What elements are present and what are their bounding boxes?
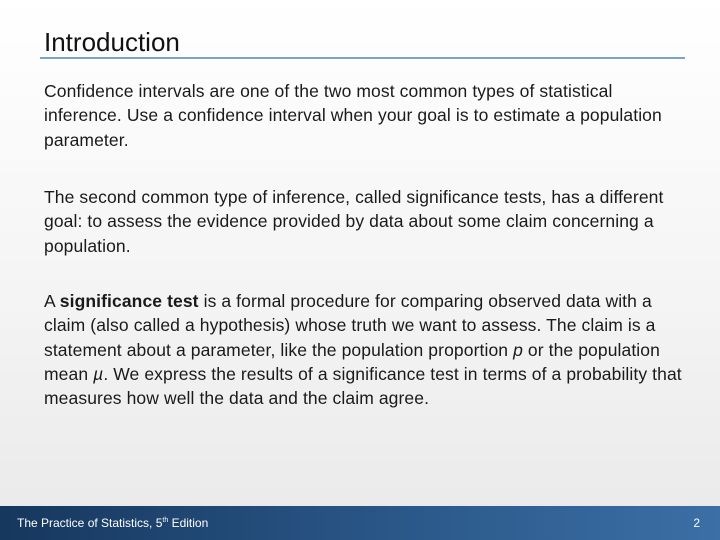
paragraph-confidence-intervals: Confidence intervals are one of the two most common types of statistical inference. Use a confidence interval when your goal is to estimate a population parameter. — [44, 81, 662, 150]
title-underline — [40, 57, 685, 59]
edition-word: Edition — [168, 516, 209, 530]
paragraph-significance-tests-intro: The second common type of inference, called significance tests, has a different goal: to assess the evidence provided by data about some claim concerning a population. — [44, 187, 664, 256]
text-segment: . We express the results of a significance test in terms of a probability that measures how well the data and the claim agree. — [44, 363, 682, 409]
symbol-p: p — [513, 339, 523, 360]
paragraph-significance-test-definition — [44, 289, 684, 410]
symbol-mu: µ — [93, 363, 104, 384]
footer-bar — [0, 506, 720, 540]
text-segment: is a formal procedure for comparing observed data with a claim (also called a hypothesis) whose truth we want to assess. The claim is a statement about a parameter, like the population proportion — [44, 291, 656, 360]
slide-title: Introduction — [44, 27, 180, 57]
term-significance-test: significance test — [59, 291, 199, 311]
text-segment: or the population mean — [44, 339, 660, 384]
book-title: The Practice of Statistics, 5 — [17, 516, 163, 530]
text-segment: A — [44, 291, 60, 311]
page-number: 2 — [693, 516, 700, 530]
footer-book-title — [17, 515, 208, 531]
edition-superscript: th — [162, 517, 169, 524]
